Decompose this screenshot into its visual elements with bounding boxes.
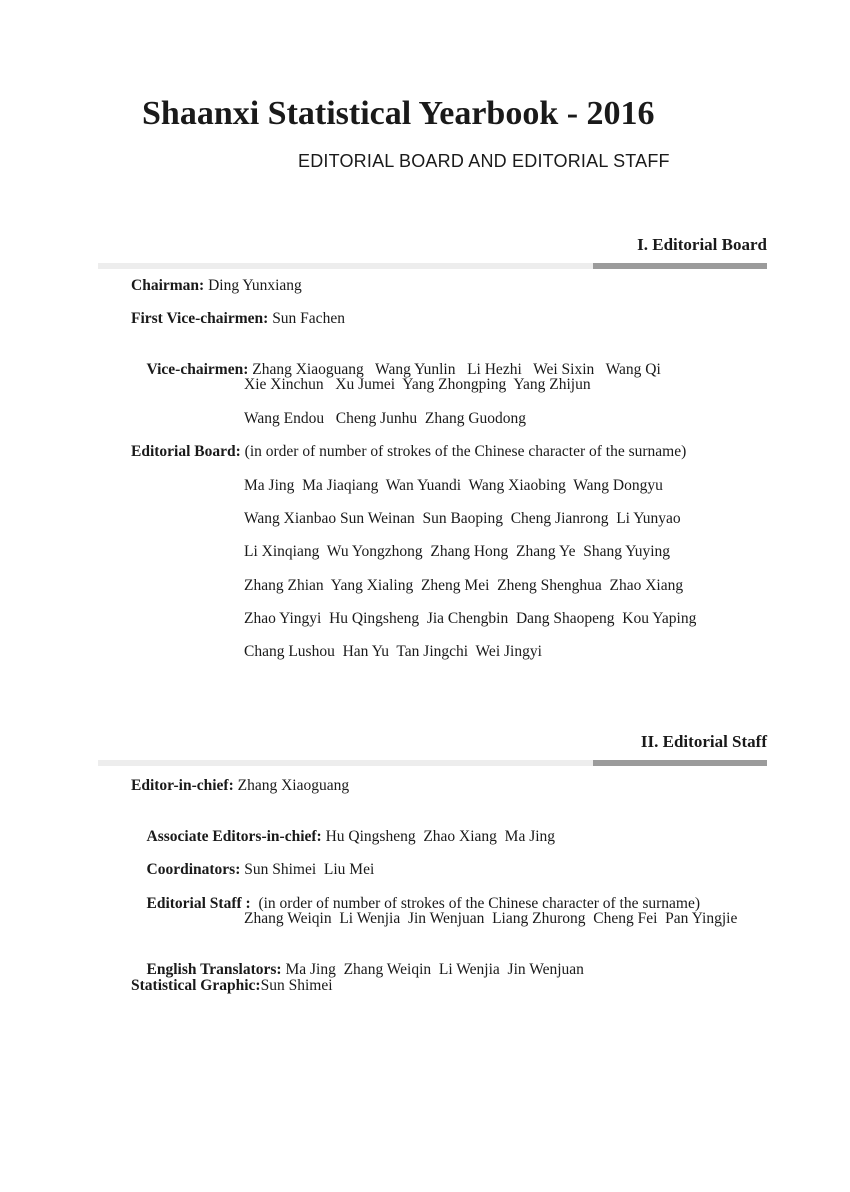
- page-title: Shaanxi Statistical Yearbook - 2016: [142, 95, 655, 132]
- editorial-board-line-2: Wang Xianbao Sun Weinan Sun Baoping Cheng Jianrong Li Yunyao: [244, 510, 681, 527]
- first-vice-chairmen-label: First Vice-chairmen:: [131, 310, 269, 327]
- page-subtitle: EDITORIAL BOARD AND EDITORIAL STAFF: [298, 151, 670, 171]
- english-translators-label: English Translators:: [146, 961, 282, 978]
- editorial-board-line-4: Zhang Zhian Yang Xialing Zheng Mei Zheng Shenghua Zhao Xiang: [244, 577, 684, 594]
- editorial-staff-label: Editorial Staff :: [146, 895, 251, 912]
- section-heading-editorial-board: I. Editorial Board: [637, 235, 767, 254]
- english-translators-value: Ma Jing Zhang Weiqin Li Wenjia Jin Wenjuan: [281, 961, 584, 978]
- editorial-board-line-5: Zhao Yingyi Hu Qingsheng Jia Chengbin Dang Shaopeng Kou Yaping: [244, 610, 697, 627]
- statistical-graphic-row: [131, 977, 333, 995]
- editorial-board-row: [131, 443, 686, 461]
- editor-in-chief-label: Editor-in-chief:: [131, 777, 234, 794]
- section-divider-accent: [593, 263, 767, 269]
- section-divider: [98, 760, 767, 766]
- coordinators-value: Sun Shimei Liu Mei: [240, 861, 375, 878]
- vice-chairmen-line-3: Wang Endou Cheng Junhu Zhang Guodong: [244, 410, 527, 427]
- editorial-board-line-1: Ma Jing Ma Jiaqiang Wan Yuandi Wang Xiaobing Wang Dongyu: [244, 477, 663, 494]
- statistical-graphic-value: Sun Shimei: [260, 977, 333, 994]
- section-divider-accent: [593, 760, 767, 766]
- chairman-row: [131, 277, 302, 295]
- coordinators-label: Coordinators:: [146, 861, 241, 878]
- editor-in-chief-value: Zhang Xiaoguang: [233, 777, 350, 794]
- editorial-staff-note: (in order of number of strokes of the Chinese character of the surname): [250, 895, 701, 912]
- chairman-label: Chairman:: [131, 277, 205, 294]
- section-divider: [98, 263, 767, 269]
- vice-chairmen-label: Vice-chairmen:: [146, 361, 249, 378]
- chairman-value: Ding Yunxiang: [204, 277, 302, 294]
- associate-editors-value: Hu Qingsheng Zhao Xiang Ma Jing: [321, 828, 556, 845]
- editorial-board-label: Editorial Board:: [131, 443, 241, 460]
- associate-editors-label: Associate Editors-in-chief:: [146, 828, 322, 845]
- editorial-staff-line-1: Zhang Weiqin Li Wenjia Jin Wenjuan Liang Zhurong Cheng Fei Pan Yingjie: [244, 910, 738, 927]
- vice-chairmen-line-2: Xie Xinchun Xu Jumei Yang Zhongping Yang Zhijun: [244, 376, 591, 393]
- editor-in-chief-row: [131, 777, 349, 795]
- statistical-graphic-label: Statistical Graphic:: [131, 977, 261, 994]
- editorial-board-note: (in order of number of strokes of the Chinese character of the surname): [240, 443, 687, 460]
- editorial-board-line-3: Li Xinqiang Wu Yongzhong Zhang Hong Zhang Ye Shang Yuying: [244, 543, 671, 560]
- editorial-board-line-6: Chang Lushou Han Yu Tan Jingchi Wei Jingyi: [244, 643, 542, 660]
- first-vice-chairmen-value: Sun Fachen: [268, 310, 345, 327]
- first-vice-chairmen-row: [131, 310, 345, 328]
- vice-chairmen-line-1: Zhang Xiaoguang Wang Yunlin Li Hezhi Wei Sixin Wang Qi: [248, 361, 661, 378]
- section-heading-editorial-staff: II. Editorial Staff: [640, 732, 767, 751]
